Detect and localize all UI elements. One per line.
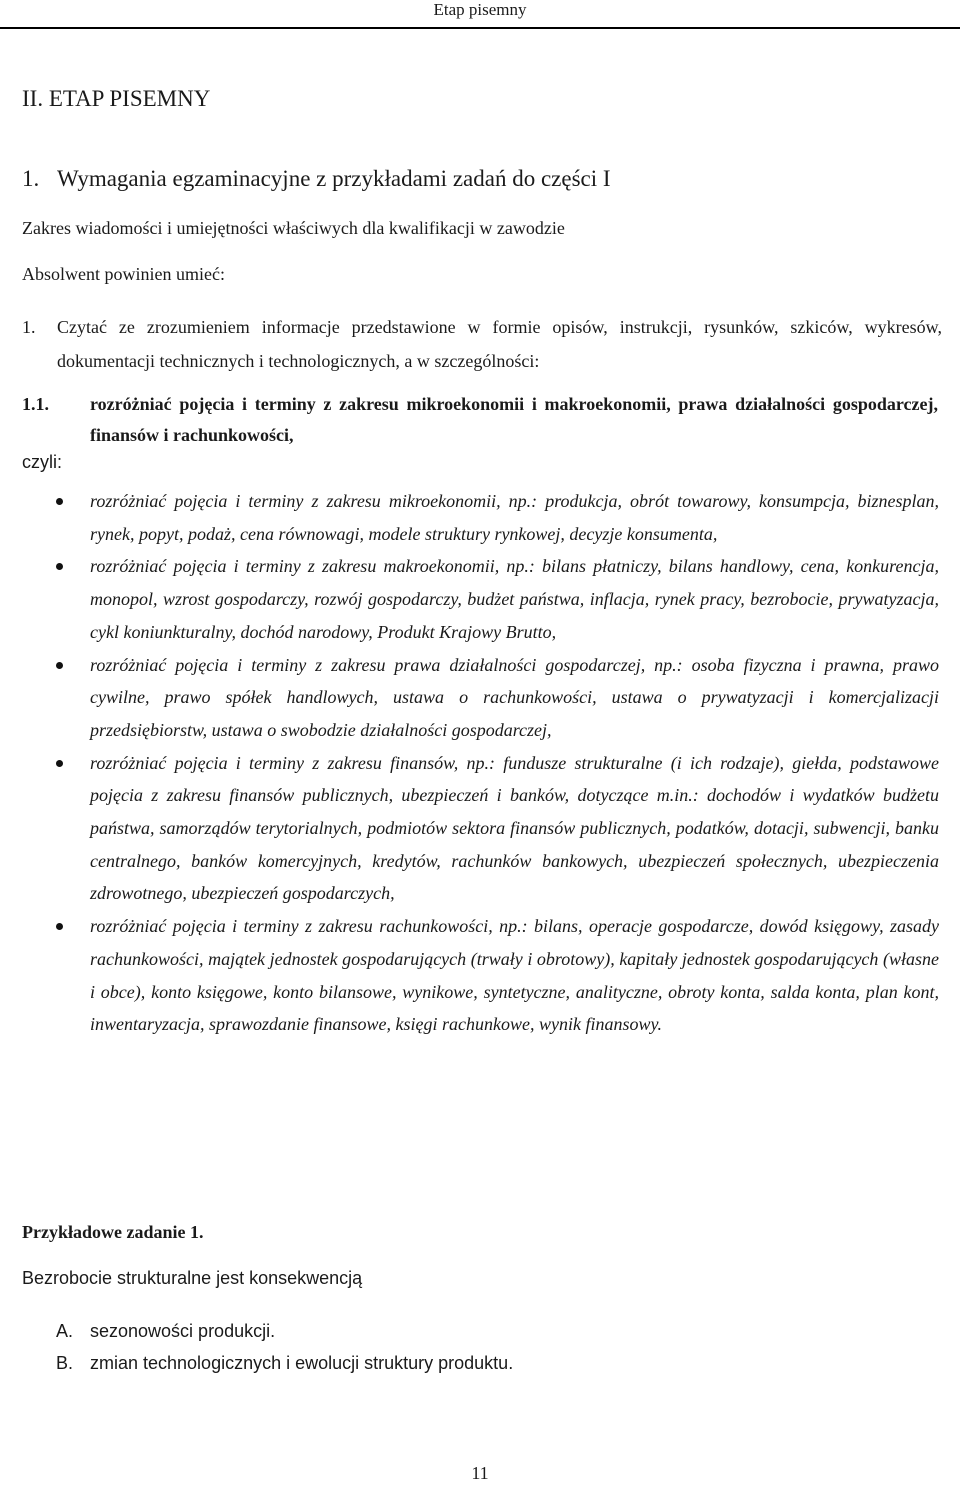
list-item xyxy=(90,550,939,648)
answer-option-a xyxy=(56,1315,513,1347)
list-item-text: rozróżniać pojęcia i terminy z zakresu makroekonomii, np.: bilans płatniczy, bilans handlowy, cena, konkurencja, monopol, wzrost gospodarczy, rozwój gospodarczy, budżet państwa, inflacja, rynek pracy, bezrobocie, prywatyzacja, cykl koniunkturalny, dochód narodowy, Produkt Krajowy Brutto, xyxy=(90,556,939,642)
list-item-text: rozróżniać pojęcia i terminy z zakresu mikroekonomii, np.: produkcja, obrót towarowy, konsumpcja, biznesplan, rynek, popyt, podaż, cena równowagi, modele struktury rynkowej, decyzje konsumenta, xyxy=(90,491,939,544)
answer-letter: B. xyxy=(56,1353,74,1373)
bullet-icon xyxy=(56,662,63,669)
bullet-icon xyxy=(56,923,63,930)
section-title: Wymagania egzaminacyjne z przykładami zadań do części I xyxy=(57,166,611,191)
list-item xyxy=(90,910,939,1041)
graduate-intro: Absolwent powinien umieć: xyxy=(22,264,225,284)
header-divider xyxy=(0,27,960,29)
requirement-1-1 xyxy=(22,389,938,451)
bullet-icon xyxy=(56,760,63,767)
that-is-label: czyli: xyxy=(22,452,62,472)
running-header-title: Etap pisemny xyxy=(433,0,527,19)
requirement-1-1-number: 1.1. xyxy=(22,394,49,414)
bullet-icon xyxy=(56,563,63,570)
answer-letter: A. xyxy=(56,1321,74,1341)
example-task-question: Bezrobocie strukturalne jest konsekwencją xyxy=(22,1268,363,1288)
answer-option-b xyxy=(56,1347,513,1379)
answer-text: sezonowości produkcji. xyxy=(90,1321,276,1341)
running-header xyxy=(0,0,960,20)
requirement-1-1-text: rozróżniać pojęcia i terminy z zakresu mikroekonomii i makroekonomii, prawa działalności gospodarczej, finansów i rachunkowości, xyxy=(90,394,938,445)
bullet-icon xyxy=(56,498,63,505)
list-item-text: rozróżniać pojęcia i terminy z zakresu finansów, np.: fundusze strukturalne (i ich rodzaje), giełda, podstawowe pojęcia z zakresu finansów publicznych, ubezpieczeń i banków, dotyczące m.in.: dochodów i wydatków budżetu państwa, samorządów terytorialnych, podmiotów sektora finansów publicznych, podatków, dotacji, subwencji, banku centralnego, banków komercyjnych, kredytów, rachunków bankowych, ubezpieczeń społecznych, ubezpieczenia zdrowotnego, ubezpieczeń gospodarczych, xyxy=(90,752,939,904)
list-item xyxy=(90,747,939,911)
section-heading xyxy=(22,166,611,192)
list-item-text: rozróżniać pojęcia i terminy z zakresu prawa działalności gospodarczej, np.: osoba fizyczna i prawna, prawo cywilne, prawo spółek handlowych, ustawa o rachunkowości, ustawa o prywatyzacji i komercjalizacji przedsiębiorstw, ustawa o swobodzie działalności gospodarczej, xyxy=(90,654,939,740)
stage-heading: II. ETAP PISEMNY xyxy=(22,86,211,111)
bullet-list xyxy=(0,485,960,1041)
page-number: 11 xyxy=(471,1463,489,1483)
section-number: 1. xyxy=(22,166,40,191)
list-item xyxy=(90,649,939,747)
answer-text: zmian technologicznych i ewolucji struktury produktu. xyxy=(90,1353,514,1373)
requirement-1-number: 1. xyxy=(22,317,36,337)
requirement-1 xyxy=(22,310,942,378)
example-task-title: Przykładowe zadanie 1. xyxy=(22,1222,204,1242)
scope-heading: Zakres wiadomości i umiejętności właściwych dla kwalifikacji w zawodzie xyxy=(22,218,565,238)
list-item xyxy=(90,485,939,550)
list-item-text: rozróżniać pojęcia i terminy z zakresu rachunkowości, np.: bilans, operacje gospodarcze, dowód księgowy, zasady rachunkowości, majątek jednostek gospodarujących (trwały i obrotowy), kapitały jednostek gospodarujących (własne i obce), konto księgowe, konto bilansowe, wynikowe, syntetyczne, analityczne, obroty konta, salda konta, plan kont, inwentaryzacja, sprawozdanie finansowe, księgi rachunkowe, wynik finansowy. xyxy=(90,916,939,1035)
requirement-1-text: Czytać ze zrozumieniem informacje przedstawione w formie opisów, instrukcji, rysunków, szkiców, wykresów, dokumentacji technicznych i technologicznych, a w szczególności: xyxy=(57,317,942,371)
answer-list xyxy=(56,1315,513,1379)
